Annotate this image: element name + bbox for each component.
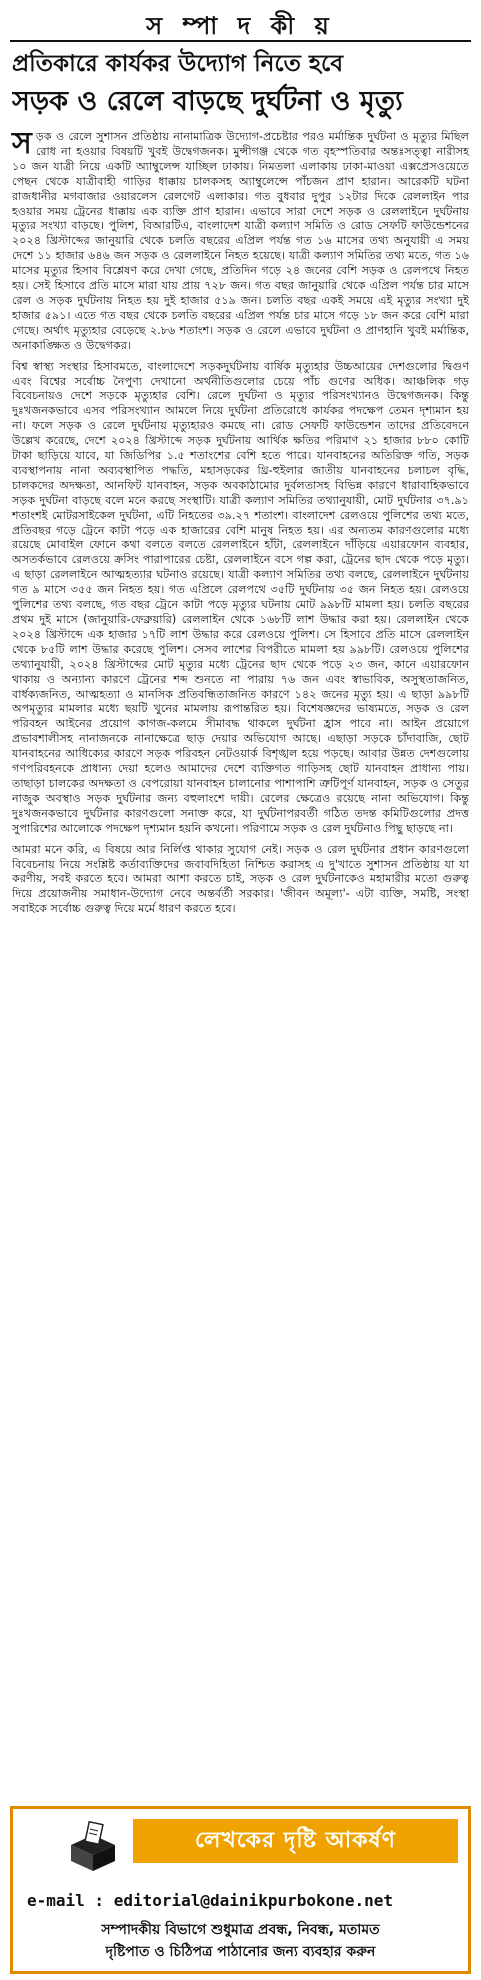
article-paragraph: বিশ্ব স্বাস্থ্য সংস্থার হিসাবমতে, বাংলাদেশে সড়কদুর্ঘটনায় বার্ষিক মৃত্যুহার উচ্চআয়ের দেশগুলোর দ্বিগুণ এবং বিশ্বের সর্বোচ্চ নৈপুণ্য দেখানো অর্থনীতিগুলোর চেয়ে পাঁচ গুণের অধিক। আঞ্চলিক গড় বিবেচনায়ও দেশে সড়কে মৃত্যুহার বেশি। রেলে দুর্ঘটনা ও মৃত্যুর পরিসংখ্যানও উদ্বেগজনক। কিন্তু দুঃখজনকভাবে এসব পরিসংখ্যান আমলে নিয়ে দুর্ঘটনা প্রতিরোধে কার্যকর পদক্ষেপ তেমন দৃশ্যমান হয় না। ফলে সড়ক ও রেলে দুর্ঘটনায় মৃত্যুহারও কমছে না। রোড সেফটি ফাউন্ডেশন তাদের প্রতিবেদনে উল্লেখ করেছে, দেশে ২০২৪ খ্রিস্টাব্দে সড়ক দুর্ঘটনায় আর্থিক ক্ষতির পরিমাণ ২১ হাজার ৮৮০ কোটি টাকা ছাড়িয়ে যাবে, যা জিডিপির ১.৫ শতাংশের বেশি হতে পারে। যানবাহনের অতিরিক্ত গতি, সড়ক ব্যবস্থাপনায় নানা অব্যবস্থাপিত পদ্ধতি, মহাসড়কের থ্রি-হুইলার জাতীয় যানবাহনের চলাচল বৃদ্ধি, চালকদের অদক্ষতা, আনফিট যানবাহন, সড়ক অবকাঠামোর দুর্বলতাসহ বিভিন্ন কারণে ধারাবাহিকভাবে সড়ক দুর্ঘটনা বাড়ছে বলে মনে করছে সংস্থাটি। যাত্রী কল্যাণ সমিতির তথ্যানুযায়ী, মোট দুর্ঘটনার ৩৭.৯১ শতাংশই মোটরসাইকেল দুর্ঘটনা, এটি নিহতের ৩৯.২৭ শতাংশ। বাংলাদেশ রেলওয়ে পুলিশের তথ্য মতে, প্রতিবছর গড়ে ট্রেনে কাটা পড়ে এক হাজারের বেশি মানুষ নিহত হয়। এর অন্যতম কারণগুলোর মধ্যে রয়েছে মোবাইল ফোনে কথা বলতে বলতে রেললাইনে হাঁটা, রেললাইনে দাঁড়িয়ে এয়ারফোন ব্যবহার, অসতর্কভাবে রেলওয়ে ক্রসিং পারাপারের চেষ্টা, রেললাইনে বসে গল্প করা, ট্রেনের ছাদ থেকে পড়ে মৃত্যু। এ ছাড়া রেললাইনে আত্মহত্যার ঘটনাও রয়েছে। যাত্রী কল্যাণ সমিতির তথ্য বলছে, রেললাইনে দুর্ঘটনায় গত ৯ মাসে ৩৫৫ জন নিহত হয়। গত এপ্রিলে রেলপথে ৩৫টি দুর্ঘটনায় ৩৫ জন নিহত হয়। রেলওয়ে পুলিশের তথ্য বলছে, গত বছর ট্রেনে কাটা পড়ে মৃত্যুর ঘটনায় মোট ৯৯৮টি মামলা হয়। চলতি বছরের প্রথম দুই মাসে (জানুয়ারি-ফেব্রুয়ারি) রেললাইন থেকে ১৬৮টি লাশ উদ্ধার করা হয়। রেললাইন থেকে ২০২৪ খ্রিস্টাব্দে এক হাজার ১৭টি লাশ উদ্ধার করে রেলওয়ে পুলিশ। সে হিসাবে প্রতি মাসে রেললাইন থেকে ৮৫টি লাশ উদ্ধার করেছে পুলিশ। সেসব লাশের বিপরীতে মামলা হয় ৯৯৮টি। রেলওয়ে পুলিশের তথ্যানুযায়ী, ২০২৪ খ্রিস্টাব্দের মোট মৃত্যুর মধ্যে ট্রেনের ছাদ থেকে পড়ে ২৩ জন, কানে এয়ারফোন থাকায় ও অন্যান্য কারণে ট্রেনের শব্দ শুনতে না পারায় ৭৬ জন এবং স্বাভাবিক, অসুস্থতাজনিত, বার্ধক্যজনিত, আত্মহত্যা ও মানসিক প্রতিবন্ধিতাজনিত কারণে ১৪২ জনের মৃত্যু হয়। এ ছাড়া ৯৯৮টি অপমৃত্যুর মামলার মধ্যে ছয়টি খুনের মামলায় রূপান্তরিত হয়। বিশেষজ্ঞদের ভাষ্যমতে, সড়ক ও রেল পরিবহন আইনের প্রয়োগ কাগজ-কলমে সীমাবদ্ধ থাকলে দুর্ঘটনা হ্রাস পাবে না। আইন প্রয়োগে প্রভাবশালীসহ নানাজনকে নানাক্ষেত্রে ছাড় দেয়ার অভিযোগ আছে। এছাড়া সড়কে চাঁদাবাজি, ছোট যানবাহনের আধিক্যের কারণে সড়ক পরিবহন নেটওয়ার্ক বিশৃঙ্খল হয়ে পড়ছে। আবার উন্নত দেশগুলোয় গণপরিবহনকে প্রাধান্য দেয়া হলেও আমাদের দেশে ব্যক্তিগত গাড়িসহ ছোট যানবাহন প্রাধান্য পায়। তাছাড়া চালকের অদক্ষতা ও বেপরোয়া যানবাহন চালানোর পাশাপাশি ত্রুটিপূর্ণ যানবাহন, সড়ক ও সেতুর নাজুক অবস্থাও সড়ক দুর্ঘটনার জন্য বহুলাংশে দায়ী। রেলের ক্ষেত্রেও রয়েছে নানা অভিযোগ। কিন্তু দুঃখজনকভাবে দুর্ঘটনার কারণগুলো সনাক্ত করে, যা দুর্ঘটনাপরবর্তী গঠিত তদন্ত কমিটিগুলোর প্রদত্ত সুপারিশের আলোকে পদক্ষেপ দৃশ্যমান হয়নি কখনো। পরিণামে সড়ক ও রেল দুর্ঘটনাও পিছু ছাড়ছে না।: [12, 359, 469, 835]
article-paragraph: আমরা মনে করি, এ বিষয়ে আর নির্লিপ্ত থাকার সুযোগ নেই। সড়ক ও রেল দুর্ঘটনার প্রধান কারণগুলো বিবেচনায় নিয়ে সংশ্লিষ্ট কর্তাব্যক্তিদের জবাবদিহিতা নিশ্চিত করাসহ এ দু'খাতে সুশাসন প্রতিষ্ঠায় যা যা করণীয়, সবই করতে হবে। আমরা আশা করতে চাই, সড়ক ও রেল দুর্ঘটনাকেও মহামারীর মতো গুরুত্ব দিয়ে প্রয়োজনীয় সমাধান-উদ্যোগ নেবে অন্তর্বর্তী সরকার। 'জীবন অমূল্য'- এটা ব্যক্তি, সমষ্টি, সংস্থা সবাইকে সর্বোচ্চ গুরুত্ব দিয়ে মর্মে ধারণ করতে হবে।: [12, 842, 469, 916]
notice-line-2: দৃষ্টিপাত ও চিঠিপত্র পাঠানোর জন্য ব্যবহার করুন: [105, 1944, 376, 1960]
drop-cap: স: [12, 126, 32, 161]
editorial-email[interactable]: e-mail : editorial@dainikpurbokone.net: [27, 1891, 394, 1910]
writer-notice-box: [10, 1806, 471, 1974]
section-title: স ম্পা দ কী য়: [146, 11, 335, 40]
notice-text: [33, 1919, 448, 1963]
ballot-box-icon: [63, 1815, 123, 1875]
article-body: [12, 126, 469, 917]
headline-line-2: সড়ক ও রেলে বাড়ছে দুর্ঘটনা ও মৃত্যু: [12, 86, 403, 117]
paragraph-text: ড়ক ও রেলে সুশাসন প্রতিষ্ঠায় নানামাত্রিক উদ্যোগ-প্রচেষ্টার পরও মর্মান্তিক দুর্ঘটনা ও মৃত্যুর মিছিল রোধ না হওয়ার বিষয়টি খুবই উদ্বেগজনক। মুন্সীগঞ্জ থেকে গত বৃহস্পতিবার অন্তঃসত্ত্বা নারীসহ ১০ জন যাত্রী নিয়ে একটি অ্যাম্বুলেন্স যাচ্ছিল ঢাকায়। নিমতলা এলাকায় ঢাকা-মাওয়া এক্সপ্রেসওয়েতে পেছন থেকে যাত্রীবাহী গাড়ির ধাক্কায় চালকসহ অ্যাম্বুলেন্সে পাঁচজন প্রাণ হারান। আরেকটি ঘটনা রাজধানীর মগবাজার ওয়ারলেস রেলগেট এলাকার। গত বুধবার দুপুর ১২টার দিকে রেললাইন পার হওয়ার সময় ট্রেনের ধাক্কায় এক ব্যক্তি প্রাণ হারান। এভাবে সারা দেশে সড়ক ও রেললাইনে দুর্ঘটনায় মৃত্যুর সংখ্যা বাড়ছে। পুলিশ, বিআরটিএ, বাংলাদেশ যাত্রী কল্যাণ সমিতি ও রোড সেফটি ফাউন্ডেশনের ২০২৪ খ্রিস্টাব্দের জানুয়ারি থেকে চলতি বছরের এপ্রিল পর্যন্ত গত ১৬ মাসের তথ্য অনুযায়ী এ সময় দেশে ১১ হাজার ৬৪৬ জন সড়ক ও রেললাইনে নিহত হয়েছে। যাত্রী কল্যাণ সমিতির তথ্য মতে, গত ১৬ মাসের মৃত্যুর হিসাব বিশ্লেষণ করে দেখা গেছে, প্রতিদিন গড়ে ২৪ জনের বেশি সড়ক ও রেলপথে নিহত হয়। সেই হিসাবে প্রতি মাসে মারা যায় প্রায় ৭২৮ জন। গত বছর জানুয়ারি থেকে এপ্রিল পর্যন্ত চার মাসে রেল ও সড়ক দুর্ঘটনায় নিহত হয় দুই হাজার ৫১৯ জন। চলতি বছর একই সময়ে এই মৃত্যুর সংখ্যা দুই হাজার ৫৯১। এতে গত বছর থেকে চলতি বছরের এপ্রিল পর্যন্ত চার মাসে গড়ে ১৮ জন করে বেশি মারা গেছে। অর্থাৎ মৃত্যুহার বেড়েছে ২.৮৬ শতাংশ। সড়ক ও রেলে এভাবে দুর্ঘটনা ও প্রাণহানি খুবই মর্মান্তিক, অনাকাঙ্ক্ষিত ও উদ্বেগকর।: [12, 130, 469, 352]
article-paragraph: [12, 126, 469, 354]
notice-line-1: সম্পাদকীয় বিভাগে শুধুমাত্র প্রবন্ধ, নিবন্ধ, মতামত: [101, 1922, 380, 1938]
notice-banner: লেখকের দৃষ্টি আকর্ষণ: [133, 1819, 458, 1863]
headline-line-1: প্রতিকারে কার্যকর উদ্যোগ নিতে হবে: [12, 51, 344, 77]
